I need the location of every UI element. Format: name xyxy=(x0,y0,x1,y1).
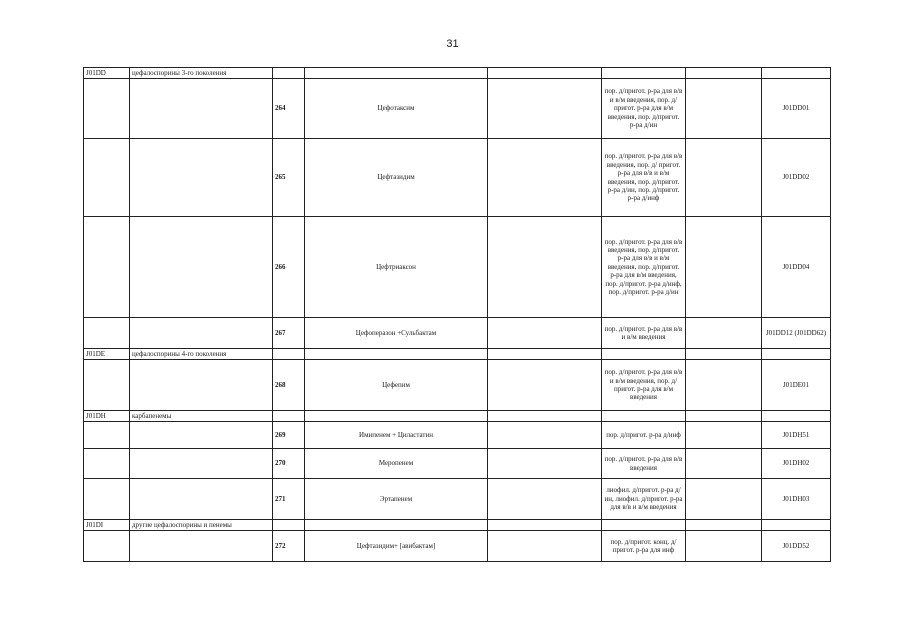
table-row xyxy=(84,360,831,411)
drug-name: Эртапенем xyxy=(305,479,488,520)
drug-number: 265 xyxy=(273,139,305,217)
table-row xyxy=(84,318,831,349)
drug-number: 268 xyxy=(273,360,305,411)
atc-code: J01DH02 xyxy=(762,449,831,479)
atc-code: J01DE01 xyxy=(762,360,831,411)
table-row xyxy=(84,479,831,520)
drug-number: 266 xyxy=(273,217,305,318)
table-row xyxy=(84,68,831,79)
drug-name: Меропенем xyxy=(305,449,488,479)
table-row xyxy=(84,520,831,531)
drug-number: 270 xyxy=(273,449,305,479)
table-row xyxy=(84,531,831,562)
atc-group-code: J01DE xyxy=(84,349,130,360)
dosage-form: пор. д/пригот. р-ра д/инф xyxy=(602,422,686,449)
dosage-form: пор. д/пригот. р-ра для в/в введения, пор. д/ пригот. р-ра для в/в и в/м введения, пор. д/пригот. р-ра д/ин, пор. д/пригот. р-ра д/инф xyxy=(602,139,686,217)
atc-code: J01DD02 xyxy=(762,139,831,217)
atc-group-name: цефалоспорины 3-го поколения xyxy=(130,68,273,79)
drug-number: 271 xyxy=(273,479,305,520)
dosage-form: пор. д/пригот. р-ра для в/в введения xyxy=(602,449,686,479)
atc-group-code: J01DD xyxy=(84,68,130,79)
drug-number: 272 xyxy=(273,531,305,562)
dosage-form: пор. д/пригот. р-ра для в/в и в/м введения, пор. д/пригот. р-ра для в/м введения, пор. д/пригот. р-ра д/ин xyxy=(602,79,686,139)
page-number: 31 xyxy=(446,38,459,50)
atc-code: J01DH03 xyxy=(762,479,831,520)
table-row xyxy=(84,139,831,217)
drug-name: Цефтриаксон xyxy=(305,217,488,318)
dosage-form: пор. д/пригот. р-ра для в/в и в/м введения, пор. д/пригот. р-ра для в/м введения xyxy=(602,360,686,411)
table-row xyxy=(84,217,831,318)
atc-group-code: J01DH xyxy=(84,411,130,422)
table-row xyxy=(84,349,831,360)
atc-group-code: J01DI xyxy=(84,520,130,531)
dosage-form: пор. д/пригот. р-ра для в/в и в/м введения xyxy=(602,318,686,349)
atc-code: J01DD52 xyxy=(762,531,831,562)
atc-code: J01DH51 xyxy=(762,422,831,449)
atc-code: J01DD01 xyxy=(762,79,831,139)
drug-name: Цефепим xyxy=(305,360,488,411)
drug-name: Цефтазидим xyxy=(305,139,488,217)
drug-name: Цефоперазон +Сульбактам xyxy=(305,318,488,349)
table-row xyxy=(84,449,831,479)
drug-number: 264 xyxy=(273,79,305,139)
atc-group-name: карбапенемы xyxy=(130,411,273,422)
dosage-form: лиофил. д/пригот. р-ра д/ин, лиофил. д/пригот. р-ра для в/в и в/м введения xyxy=(602,479,686,520)
drug-name: Цефотаксим xyxy=(305,79,488,139)
dosage-form: пор. д/пригот. р-ра для в/в введения, пор. д/пригот. р-ра для в/в и в/м введения, пор. д/пригот. р-ра для в/м введения, пор. д/пригот. р-ра д/инф, пор. д/пригот. р-ра д/ин xyxy=(602,217,686,318)
dosage-form: пор. д/пригот. конц. д/пригот. р-ра для инф xyxy=(602,531,686,562)
drug-number: 267 xyxy=(273,318,305,349)
table-row xyxy=(84,422,831,449)
drug-table xyxy=(83,67,831,562)
atc-group-name: цефалоспорины 4-го поколения xyxy=(130,349,273,360)
atc-code: J01DD12 (J01DD62) xyxy=(762,318,831,349)
table-row xyxy=(84,79,831,139)
atc-group-name: другие цефалоспорины и пенемы xyxy=(130,520,273,531)
drug-number: 269 xyxy=(273,422,305,449)
atc-code: J01DD04 xyxy=(762,217,831,318)
table-row xyxy=(84,411,831,422)
drug-name: Цефтазидим+ [авибактам] xyxy=(305,531,488,562)
drug-name: Имипенем + Циластатин xyxy=(305,422,488,449)
